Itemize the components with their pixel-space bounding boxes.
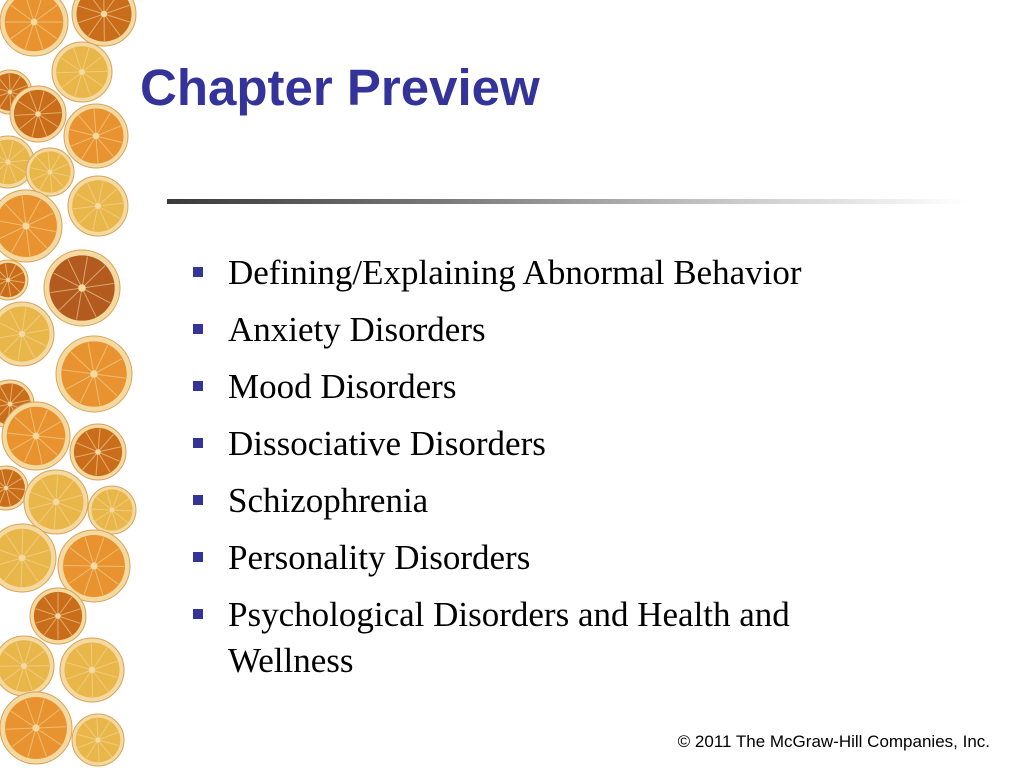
bullet-item xyxy=(190,421,890,467)
bullet-list xyxy=(190,250,890,695)
citrus-slice xyxy=(44,250,120,326)
bullet-text: Mood Disorders xyxy=(228,367,457,406)
square-bullet-icon xyxy=(193,381,203,391)
citrus-slice xyxy=(26,148,74,196)
bullet-item xyxy=(190,250,890,296)
citrus-slice xyxy=(52,42,112,102)
citrus-slice xyxy=(0,692,72,764)
citrus-slice xyxy=(64,104,128,168)
citrus-slice xyxy=(30,588,86,644)
citrus-slice xyxy=(0,190,62,262)
bullet-text: Psychological Disorders and Health and Wellness xyxy=(228,595,790,680)
citrus-slices-image xyxy=(0,0,140,768)
citrus-slice xyxy=(68,176,128,236)
citrus-slice xyxy=(88,486,136,534)
citrus-slice xyxy=(10,86,66,142)
bullet-text: Dissociative Disorders xyxy=(228,424,546,463)
title-divider xyxy=(167,199,967,204)
copyright-footer: © 2011 The McGraw-Hill Companies, Inc. xyxy=(677,732,990,751)
citrus-slice xyxy=(56,336,132,412)
citrus-slice xyxy=(0,302,54,366)
citrus-slice xyxy=(70,424,126,480)
citrus-slices-illustration xyxy=(0,0,140,768)
citrus-slice xyxy=(72,714,124,766)
square-bullet-icon xyxy=(193,324,203,334)
citrus-slice xyxy=(0,260,28,300)
bullet-item xyxy=(190,592,890,684)
citrus-slice xyxy=(60,638,124,702)
citrus-slice xyxy=(2,402,70,470)
citrus-slice xyxy=(72,0,136,46)
square-bullet-icon xyxy=(193,267,203,277)
square-bullet-icon xyxy=(193,609,203,619)
citrus-slice xyxy=(0,524,56,592)
bullet-item xyxy=(190,364,890,410)
bullet-item xyxy=(190,307,890,353)
bullet-item xyxy=(190,535,890,581)
citrus-slice xyxy=(0,636,54,696)
square-bullet-icon xyxy=(193,495,203,505)
bullet-text: Personality Disorders xyxy=(228,538,531,577)
citrus-slice xyxy=(24,470,88,534)
square-bullet-icon xyxy=(193,552,203,562)
square-bullet-icon xyxy=(193,438,203,448)
bullet-text: Schizophrenia xyxy=(228,481,429,520)
citrus-slice xyxy=(0,0,68,56)
slide-title: Chapter Preview xyxy=(140,59,540,116)
bullet-text: Defining/Explaining Abnormal Behavior xyxy=(228,253,802,292)
bullet-text: Anxiety Disorders xyxy=(228,310,486,349)
bullet-item xyxy=(190,478,890,524)
